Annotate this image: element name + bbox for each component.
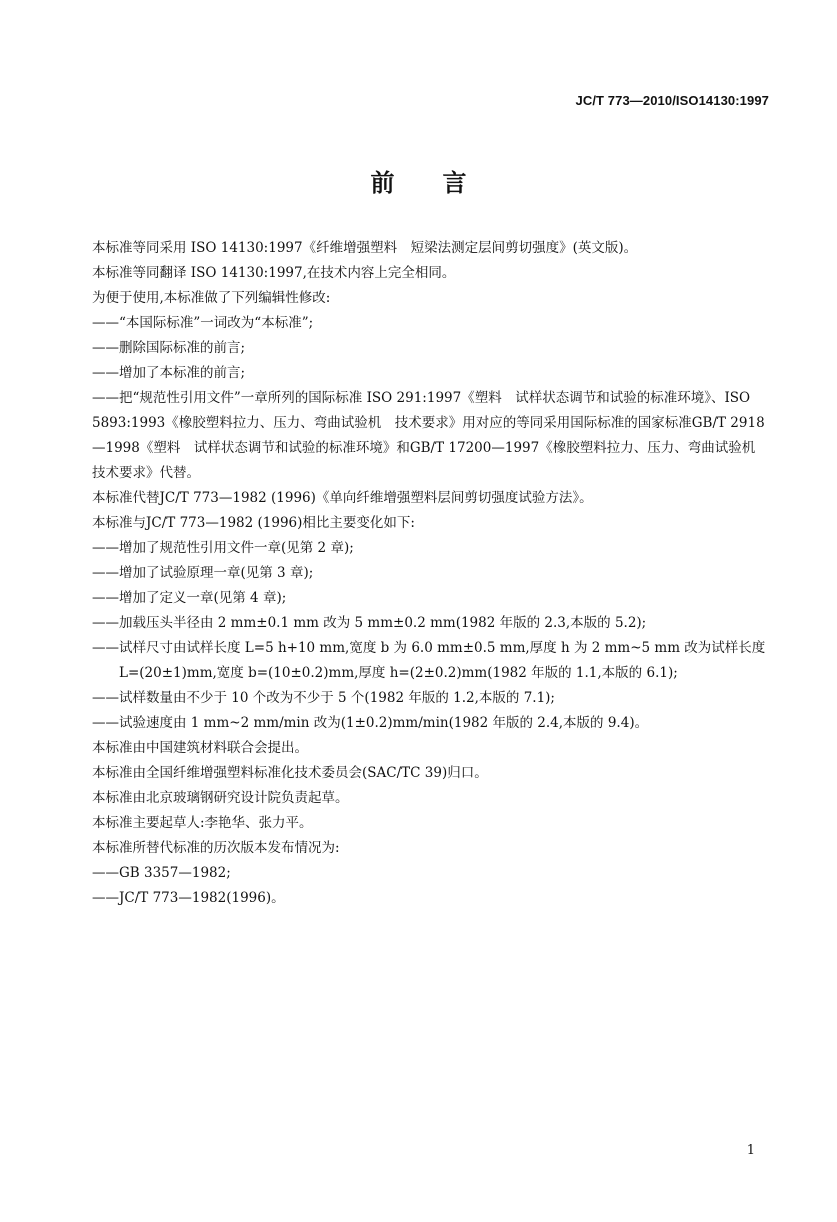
title-char-2: 言 [442,169,467,197]
item-dash: —— [92,640,119,656]
item-text: 试样尺寸由试样长度 L=5 h+10 mm,宽度 b 为 6.0 mm±0.5 mm,厚度 h 为 2 mm~5 mm 改为试样长度 L=(20±1)mm,宽度 b=(10±0.2)mm,厚度 h=(2±0.2)mm(1982 年版的 1.1,本版的 6.1); [119,640,766,681]
item-text: 增加了规范性引用文件一章(见第 2 章); [119,540,354,556]
item-dash: —— [92,865,119,881]
item-text: 删除国际标准的前言; [119,340,246,356]
edit-item-long [92,386,772,486]
item-text: 加载压头半径由 2 mm±0.1 mm 改为 5 mm±0.2 mm(1982 年版的 2.3,本版的 5.2); [119,615,647,631]
paragraph: 本标准与JC/T 773—1982 (1996)相比主要变化如下: [92,515,415,531]
paragraph: 本标准由全国纤维增强塑料标准化技术委员会(SAC/TC 39)归口。 [92,765,488,781]
title-char-1: 前 [370,169,395,197]
item-text: 增加了本标准的前言; [119,365,246,381]
foreword-body [92,236,772,911]
item-dash: —— [92,315,119,331]
item-dash: —— [92,365,119,381]
history-item [92,861,772,886]
item-text: 增加了定义一章(见第 4 章); [119,590,287,606]
change-item [92,561,772,586]
paragraph: 本标准由中国建筑材料联合会提出。 [92,740,308,756]
item-dash: —— [92,715,119,731]
change-item [92,636,772,686]
page-number: 1 [746,1143,755,1158]
item-dash: —— [92,540,119,556]
item-dash: —— [92,690,119,706]
paragraph: 本标准由北京玻璃钢研究设计院负责起草。 [92,790,349,806]
standard-code: JC/T 773—2010/ISO14130:1997 [575,93,769,108]
paragraph: 本标准主要起草人:李艳华、张力平。 [92,815,313,831]
item-dash: —— [92,615,119,631]
item-dash: —— [92,590,119,606]
change-item [92,586,772,611]
edit-item [92,311,772,336]
item-text: 把“规范性引用文件”一章所列的国际标准 ISO 291:1997《塑料 试样状态调节和试验的标准环境》、ISO 5893:1993《橡胶塑料拉力、压力、弯曲试验机 技术要求》用对应的等同采用国际标准的国家标准GB/T 2918—1998《塑料 试样状态调节和试验的标准环境》和GB/T 17200—1997《橡胶塑料拉力、压力、弯曲试验机 技术要求》代替。 [92,390,769,481]
change-item [92,536,772,561]
item-dash: —— [92,340,119,356]
item-text: JC/T 773—1982(1996)。 [119,890,285,906]
item-dash: —— [92,565,119,581]
item-text: GB 3357—1982; [119,865,231,881]
change-item [92,611,772,636]
paragraph: 本标准所替代标准的历次版本发布情况为: [92,840,340,856]
change-item [92,686,772,711]
item-text: 增加了试验原理一章(见第 3 章); [119,565,314,581]
item-text: 试样数量由不少于 10 个改为不少于 5 个(1982 年版的 1.2,本版的 7.1); [119,690,555,706]
paragraph: 本标准等同采用 ISO 14130:1997《纤维增强塑料 短梁法测定层间剪切强度》(英文版)。 [92,240,638,256]
change-item [92,711,772,736]
paragraph: 本标准等同翻译 ISO 14130:1997,在技术内容上完全相同。 [92,265,456,281]
item-text: 试验速度由 1 mm~2 mm/min 改为(1±0.2)mm/min(1982 年版的 2.4,本版的 9.4)。 [119,715,649,731]
page-title [0,163,837,198]
item-dash: —— [92,890,119,906]
history-item [92,886,772,911]
edit-item [92,336,772,361]
paragraph: 本标准代替JC/T 773—1982 (1996)《单向纤维增强塑料层间剪切强度试验方法》。 [92,490,593,506]
item-dash: —— [92,390,119,406]
paragraph: 为便于使用,本标准做了下列编辑性修改: [92,290,331,306]
edit-item [92,361,772,386]
item-text: “本国际标准”一词改为“本标准”; [119,315,314,331]
